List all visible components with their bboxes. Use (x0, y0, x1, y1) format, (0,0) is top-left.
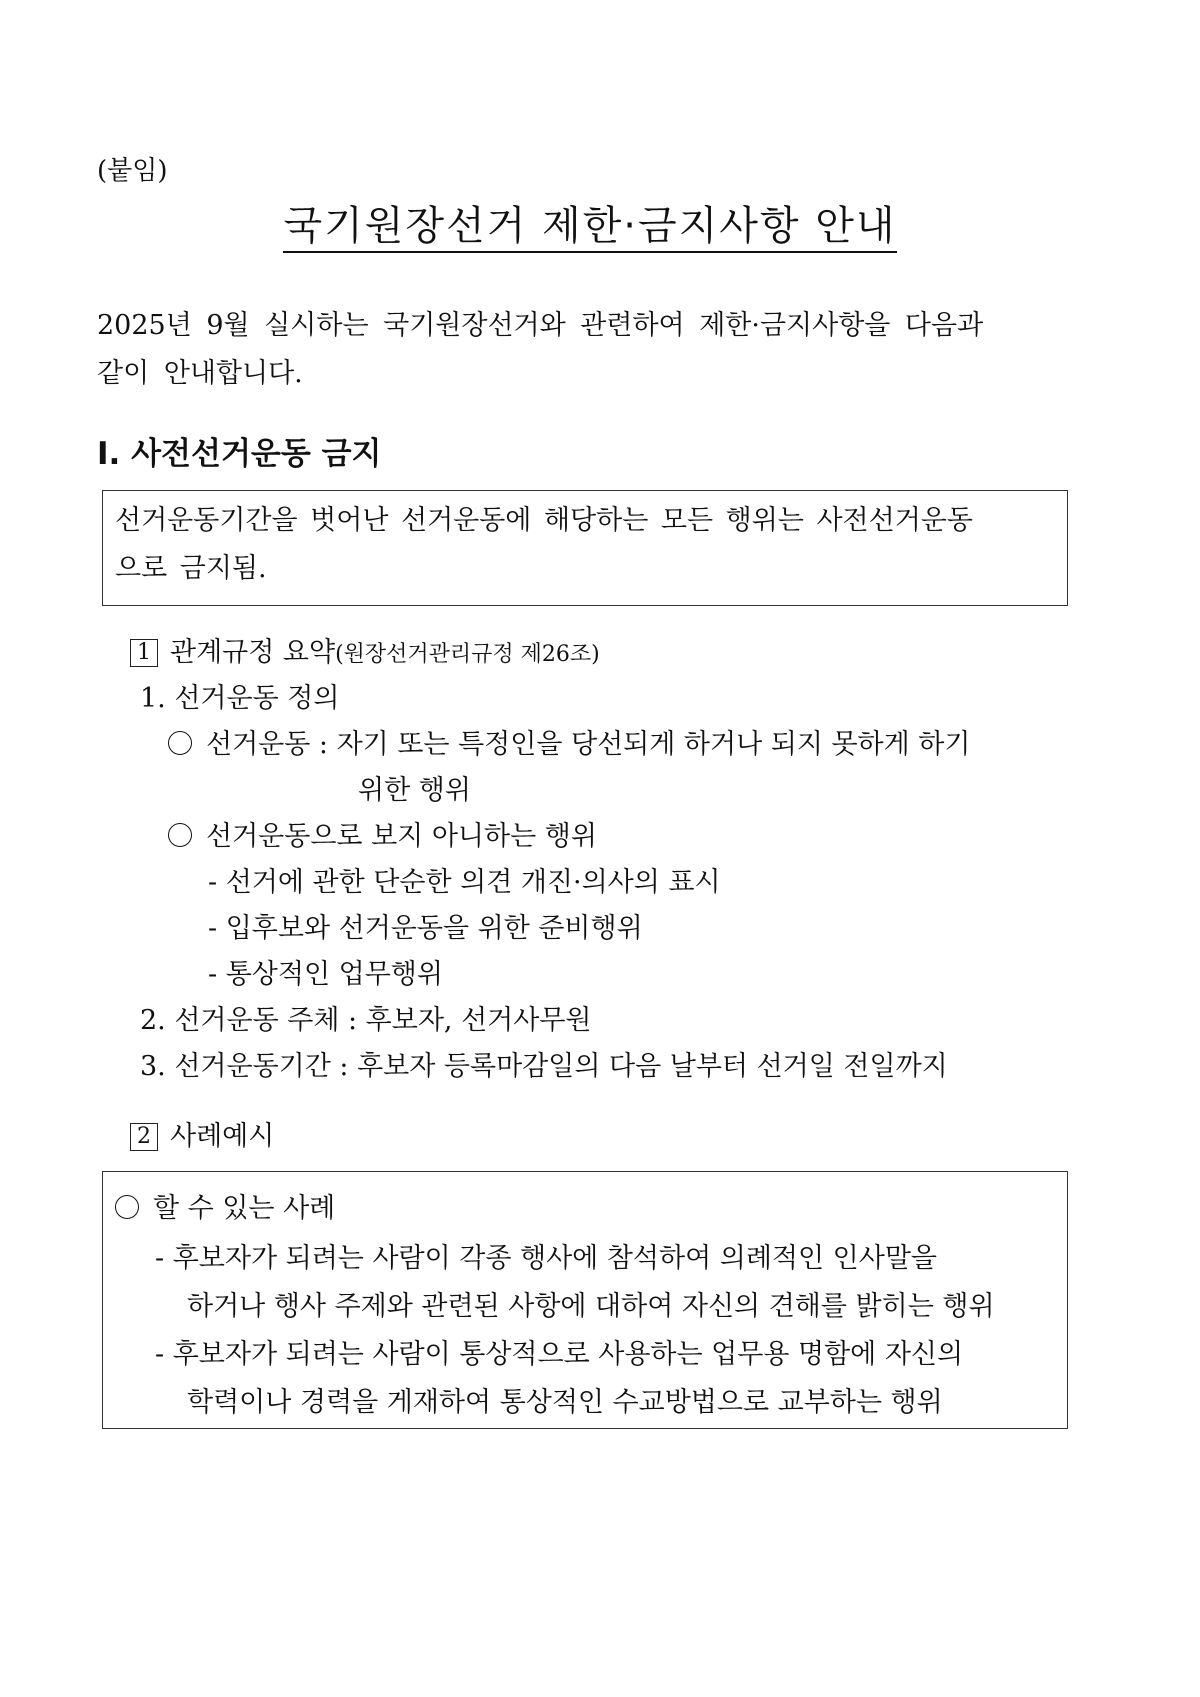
bullet-definition (168, 722, 970, 761)
circle-bullet-icon (168, 731, 192, 755)
exclusion-item: - 선거에 관한 단순한 의견 개진·의사의 표시 (208, 867, 721, 898)
number-box: 2 (130, 1123, 158, 1151)
list-item-actors: 2. 선거운동 주체 : 후보자, 선거사무원 (140, 1005, 592, 1036)
bullet-exclusions (168, 814, 597, 853)
intro-line-1: 2025년 9월 실시하는 국기원장선거와 관련하여 제한·금지사항을 다음과 (97, 310, 984, 341)
list-item-definition: 1. 선거운동 정의 (140, 683, 340, 714)
list-item-period: 3. 선거운동기간 : 후보자 등록마감일의 다음 날부터 선거일 전일까지 (140, 1051, 948, 1082)
summary-box (102, 490, 1068, 606)
examples-title-text: 할 수 있는 사례 (153, 1193, 336, 1224)
circle-bullet-icon (168, 823, 192, 847)
subsection-title: 관계규정 요약 (170, 637, 336, 668)
subsection-heading-regulations (130, 630, 600, 669)
definition-text: 선거운동 : 자기 또는 특정인을 당선되게 하거나 되지 못하게 하기 (206, 729, 971, 760)
example-line: 하거나 행사 주제와 관련된 사항에 대하여 자신의 견해를 밝히는 행위 (187, 1291, 995, 1322)
attachment-label: (붙임) (97, 156, 168, 186)
number-box: 1 (130, 639, 158, 667)
example-line: 학력이나 경력을 게재하여 통상적인 수교방법으로 교부하는 행위 (187, 1387, 943, 1418)
exclusions-text: 선거운동으로 보지 아니하는 행위 (206, 821, 597, 852)
intro-line-2: 같이 안내합니다. (97, 358, 303, 389)
circle-bullet-icon (115, 1195, 139, 1219)
examples-box-title (115, 1186, 335, 1225)
page-title (0, 194, 1180, 251)
regulation-reference: (원장선거관리규정 제26조) (335, 642, 600, 667)
summary-line-1: 선거운동기간을 벗어난 선거운동에 해당하는 모든 행위는 사전선거운동 (115, 505, 973, 536)
subsection-title: 사례예시 (170, 1121, 275, 1152)
subsection-heading-examples (130, 1114, 274, 1153)
intro-paragraph (97, 302, 983, 398)
example-line: - 후보자가 되려는 사람이 각종 행사에 참석하여 의례적인 인사말을 (155, 1243, 937, 1274)
page-title-text: 국기원장선거 제한·금지사항 안내 (283, 203, 896, 253)
exclusion-item: - 입후보와 선거운동을 위한 준비행위 (208, 913, 643, 944)
summary-line-2: 으로 금지됨. (115, 553, 267, 584)
exclusion-item: - 통상적인 업무행위 (208, 959, 443, 990)
section-heading: Ⅰ. 사전선거운동 금지 (97, 436, 382, 472)
summary-text (115, 497, 973, 593)
examples-box (102, 1171, 1068, 1429)
definition-continuation: 위한 행위 (358, 775, 471, 806)
example-line: - 후보자가 되려는 사람이 통상적으로 사용하는 업무용 명함에 자신의 (155, 1339, 964, 1370)
